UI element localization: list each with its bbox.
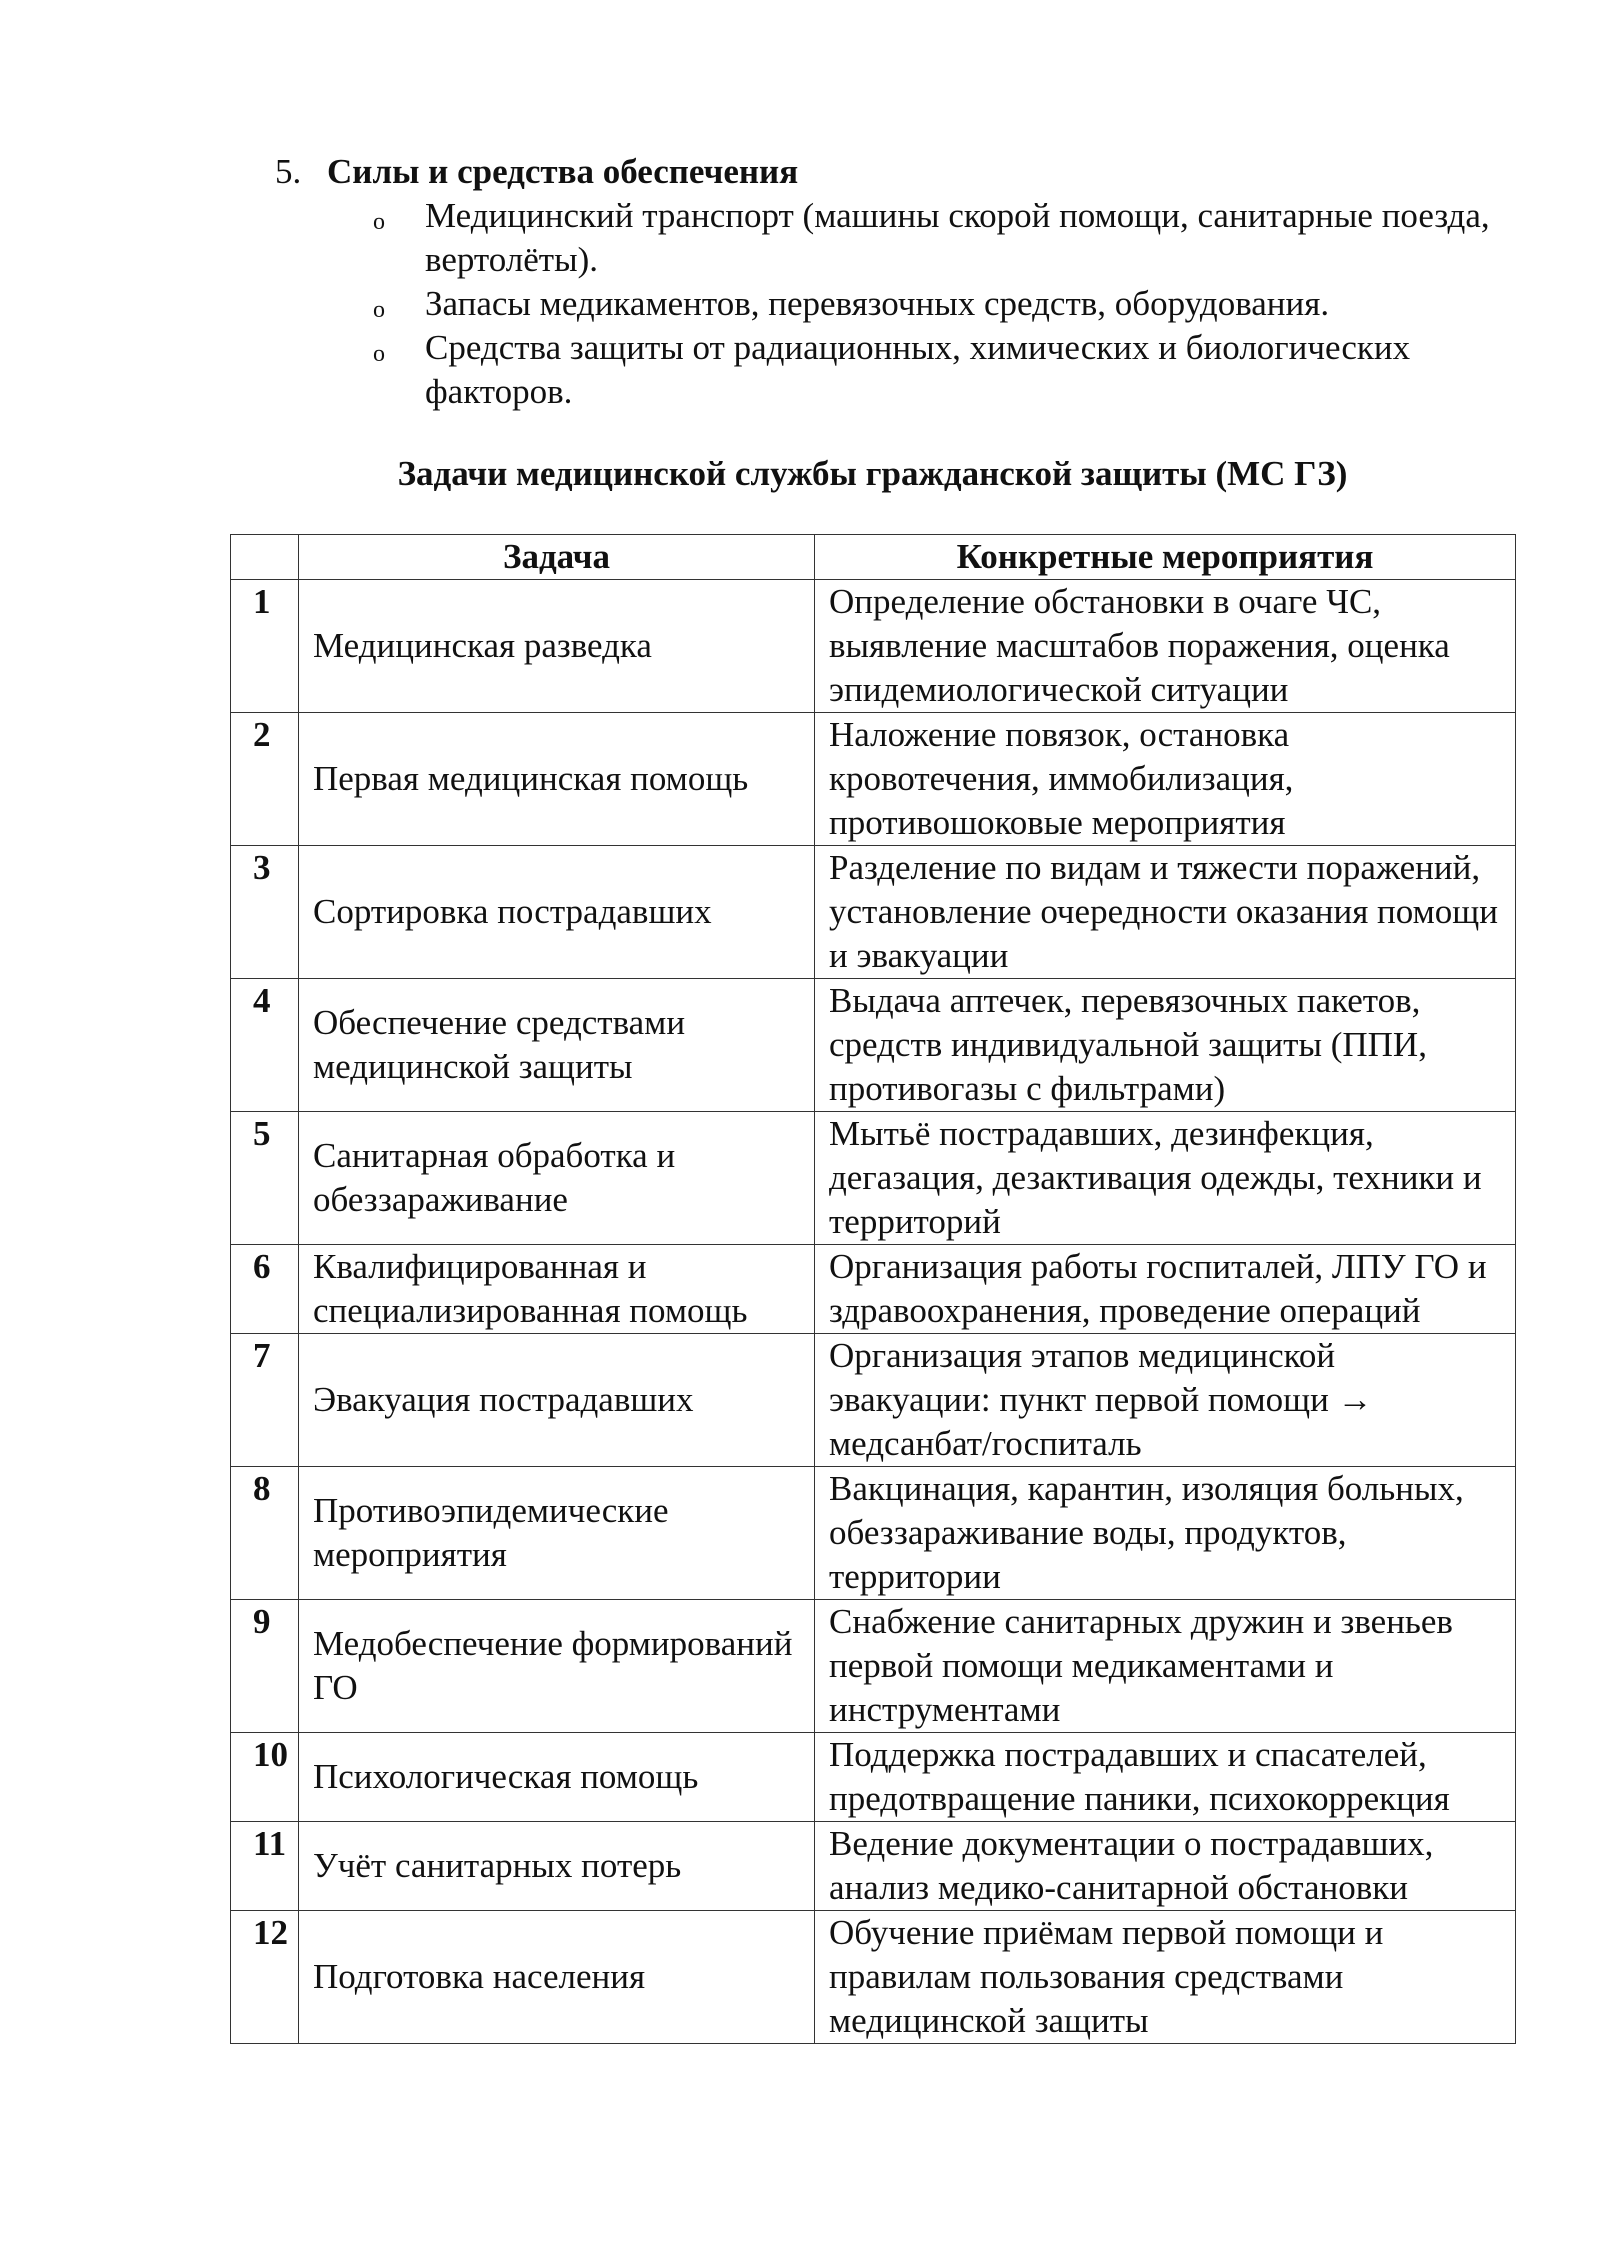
header-measures: Конкретные мероприятия: [815, 535, 1516, 580]
bullet-item: [275, 194, 1525, 282]
row-number: 4: [231, 979, 299, 1112]
table-row: [231, 1467, 1516, 1600]
row-task: Сортировка пострадавших: [299, 846, 815, 979]
bullet-text: Медицинский транспорт (машины скорой помощи, санитарные поезда, вертолёты).: [425, 196, 1490, 279]
row-number: 11: [231, 1822, 299, 1911]
table-row: [231, 1600, 1516, 1733]
table-row: [231, 846, 1516, 979]
bullet-marker: o: [373, 341, 385, 367]
row-task: Психологическая помощь: [299, 1733, 815, 1822]
bullet-list: [275, 194, 1515, 414]
row-measures: Выдача аптечек, перевязочных пакетов, средств индивидуальной защиты (ППИ, противогазы с фильтрами): [815, 979, 1516, 1112]
table-row: [231, 1112, 1516, 1245]
row-measures: Ведение документации о пострадавших, анализ медико-санитарной обстановки: [815, 1822, 1516, 1911]
row-number: 6: [231, 1245, 299, 1334]
row-task: Медобеспечение формирований ГО: [299, 1600, 815, 1733]
table-row: [231, 713, 1516, 846]
table-row: [231, 979, 1516, 1112]
row-task: Противоэпидемические мероприятия: [299, 1467, 815, 1600]
section-number: 5.: [275, 152, 302, 191]
bullet-item: [275, 326, 1525, 414]
row-number: 12: [231, 1911, 299, 2044]
row-number: 8: [231, 1467, 299, 1600]
row-task: Первая медицинская помощь: [299, 713, 815, 846]
row-measures: Организация работы госпиталей, ЛПУ ГО и здравоохранения, проведение операций: [815, 1245, 1516, 1334]
row-measures: Наложение повязок, остановка кровотечения, иммобилизация, противошоковые мероприятия: [815, 713, 1516, 846]
row-number: 10: [231, 1733, 299, 1822]
bullet-item: [275, 282, 1525, 326]
row-measures: Поддержка пострадавших и спасателей, предотвращение паники, психокоррекция: [815, 1733, 1516, 1822]
table-row: [231, 1911, 1516, 2044]
row-task: Эвакуация пострадавших: [299, 1334, 815, 1467]
row-task: Учёт санитарных потерь: [299, 1822, 815, 1911]
row-number: 3: [231, 846, 299, 979]
table-row: [231, 1822, 1516, 1911]
section-title: Силы и средства обеспечения: [327, 152, 799, 191]
row-task: Квалифицированная и специализированная помощь: [299, 1245, 815, 1334]
row-measures: Обучение приёмам первой помощи и правилам пользования средствами медицинской защиты: [815, 1911, 1516, 2044]
row-measures: Вакцинация, карантин, изоляция больных, обеззараживание воды, продуктов, территории: [815, 1467, 1516, 1600]
bullet-marker: o: [373, 297, 385, 323]
row-number: 9: [231, 1600, 299, 1733]
section-heading: [275, 150, 1515, 194]
row-task: Обеспечение средствами медицинской защиты: [299, 979, 815, 1112]
row-measures: Определение обстановки в очаге ЧС, выявление масштабов поражения, оценка эпидемиологической ситуации: [815, 580, 1516, 713]
table-row: [231, 1245, 1516, 1334]
table-header-row: [231, 535, 1516, 580]
header-number: [231, 535, 299, 580]
header-task: Задача: [299, 535, 815, 580]
row-number: 1: [231, 580, 299, 713]
row-measures: Разделение по видам и тяжести поражений, установление очередности оказания помощи и эвакуации: [815, 846, 1516, 979]
row-number: 5: [231, 1112, 299, 1245]
section-5: [275, 150, 1515, 414]
row-measures: Мытьё пострадавших, дезинфекция, дегазация, дезактивация одежды, техники и территорий: [815, 1112, 1516, 1245]
tasks-table: [230, 534, 1516, 2044]
row-measures: Организация этапов медицинской эвакуации: пункт первой помощи → медсанбат/госпиталь: [815, 1334, 1516, 1467]
row-measures: Снабжение санитарных дружин и звеньев первой помощи медикаментами и инструментами: [815, 1600, 1516, 1733]
row-number: 2: [231, 713, 299, 846]
bullet-text: Запасы медикаментов, перевязочных средств, оборудования.: [425, 284, 1330, 323]
row-task: Медицинская разведка: [299, 580, 815, 713]
table-row: [231, 1733, 1516, 1822]
bullet-marker: o: [373, 209, 385, 235]
bullet-text: Средства защиты от радиационных, химических и биологических факторов.: [425, 328, 1411, 411]
row-task: Санитарная обработка и обеззараживание: [299, 1112, 815, 1245]
row-task: Подготовка населения: [299, 1911, 815, 2044]
row-number: 7: [231, 1334, 299, 1467]
table-title: Задачи медицинской службы гражданской защиты (МС ГЗ): [397, 454, 1348, 493]
table-row: [231, 1334, 1516, 1467]
table-row: [231, 580, 1516, 713]
